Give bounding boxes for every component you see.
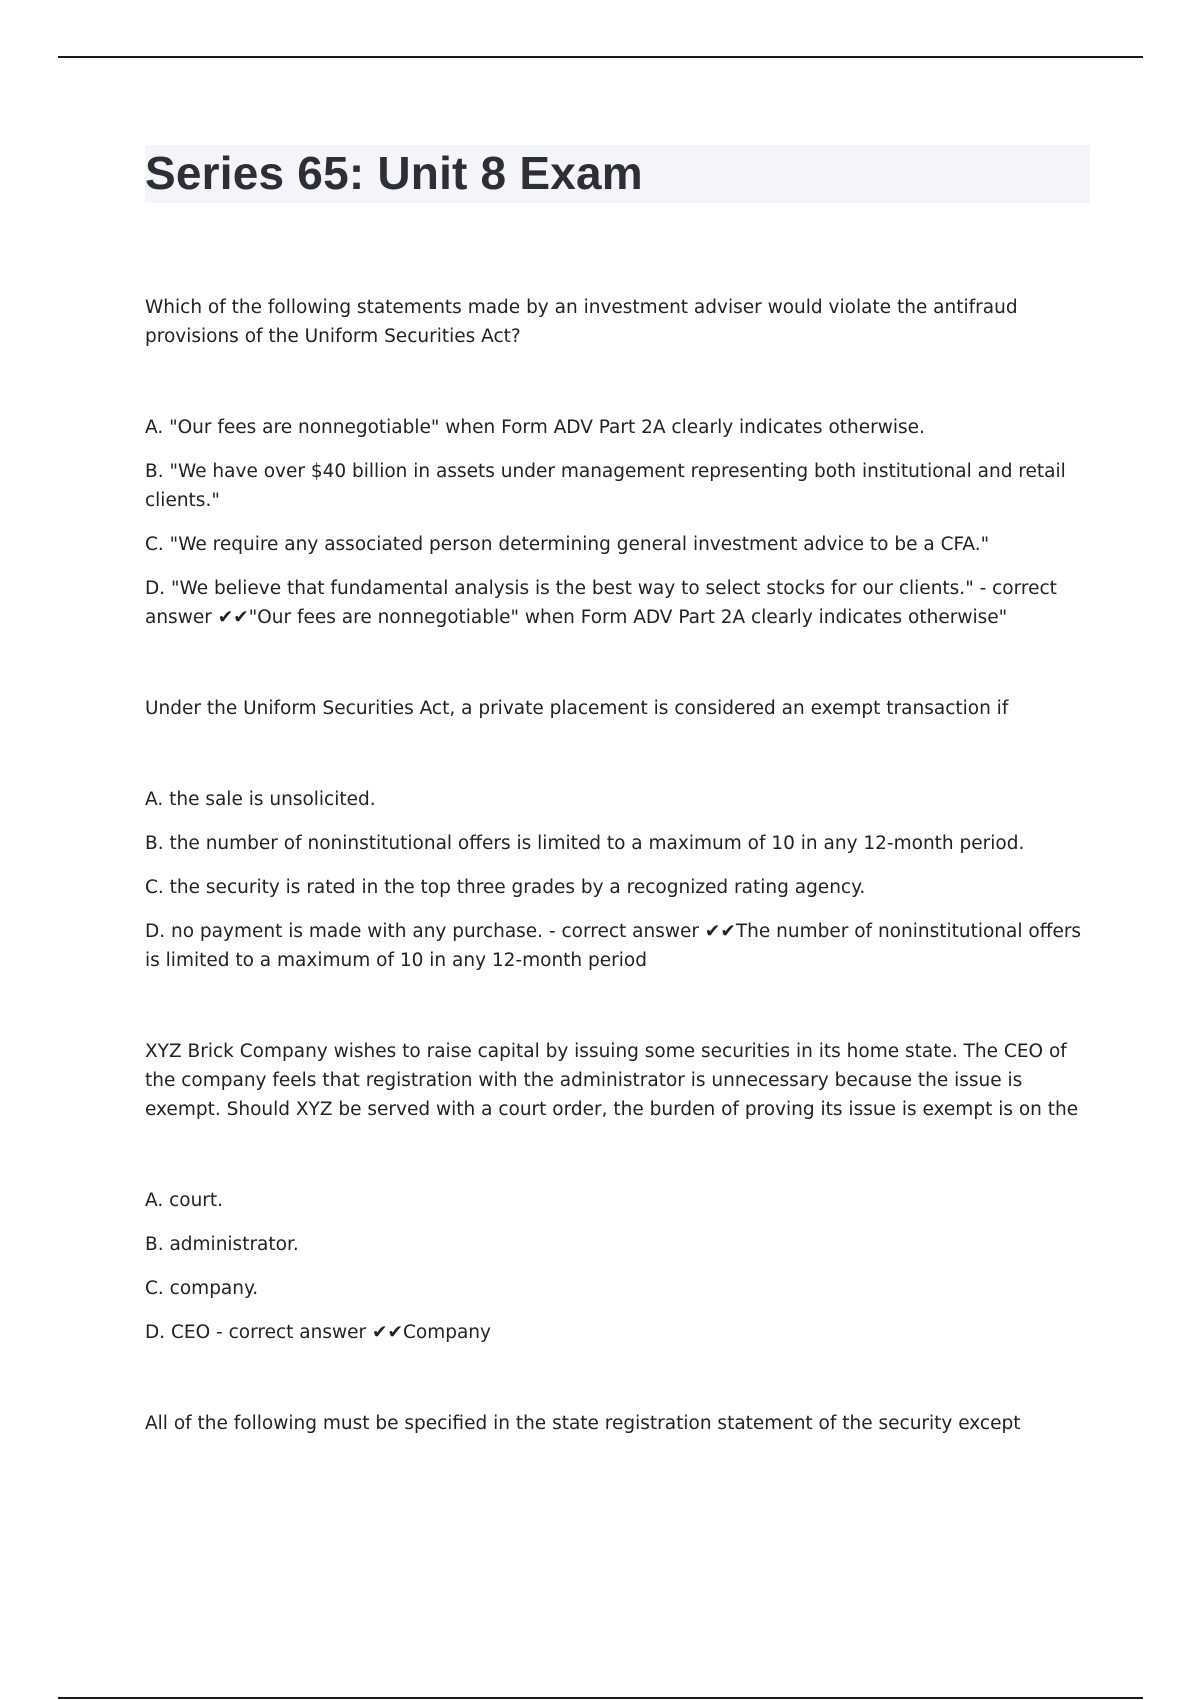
- answer-option-b: B. "We have over $40 billion in assets under management representing both institutional and retail clients.": [145, 461, 1066, 511]
- answer-option-d: D. "We believe that fundamental analysis is the best way to select stocks for our clients." - correct answer ✔✔"Our fees are nonnegotiable" when Form ADV Part 2A clearly indicates otherwise": [145, 578, 1057, 628]
- question-prompt: Which of the following statements made by an investment adviser would violate the antifraud provisions of the Uniform Securities Act?: [145, 297, 1018, 347]
- answer-options: [145, 413, 1090, 632]
- bottom-rule: [58, 1697, 1143, 1699]
- question-block-4: [145, 1409, 1090, 1438]
- question-prompt: Under the Uniform Securities Act, a private placement is considered an exempt transaction if: [145, 698, 1009, 719]
- question-block-2: [145, 694, 1090, 975]
- answer-option-b: B. administrator.: [145, 1234, 299, 1255]
- question-prompt: XYZ Brick Company wishes to raise capital by issuing some securities in its home state. The CEO of the company feels that registration with the administrator is unnecessary because the issue is exempt. Should XYZ be served with a court order, the burden of proving its issue is exempt is on the: [145, 1041, 1079, 1120]
- answer-option-a: A. "Our fees are nonnegotiable" when Form ADV Part 2A clearly indicates otherwise.: [145, 417, 925, 438]
- top-rule: [58, 56, 1143, 58]
- answer-option-c: C. company.: [145, 1278, 259, 1299]
- answer-option-c: C. "We require any associated person determining general investment advice to be a CFA.": [145, 534, 990, 555]
- answer-option-a: A. the sale is unsolicited.: [145, 789, 376, 810]
- question-block-3: [145, 1037, 1090, 1347]
- answer-option-d: D. CEO - correct answer ✔✔Company: [145, 1322, 491, 1343]
- answer-options: [145, 1186, 1090, 1347]
- answer-option-a: A. court.: [145, 1190, 224, 1211]
- document-body: [145, 293, 1090, 1438]
- question-block-1: [145, 293, 1090, 632]
- page-title: Series 65: Unit 8 Exam: [145, 147, 643, 199]
- answer-option-b: B. the number of noninstitutional offers is limited to a maximum of 10 in any 12-month period.: [145, 833, 1025, 854]
- answer-option-d: D. no payment is made with any purchase. - correct answer ✔✔The number of noninstitutional offers is limited to a maximum of 10 in any 12-month period: [145, 921, 1082, 971]
- answer-option-c: C. the security is rated in the top three grades by a recognized rating agency.: [145, 877, 866, 898]
- answer-options: [145, 785, 1090, 975]
- question-prompt: All of the following must be specified in the state registration statement of the security except: [145, 1413, 1021, 1434]
